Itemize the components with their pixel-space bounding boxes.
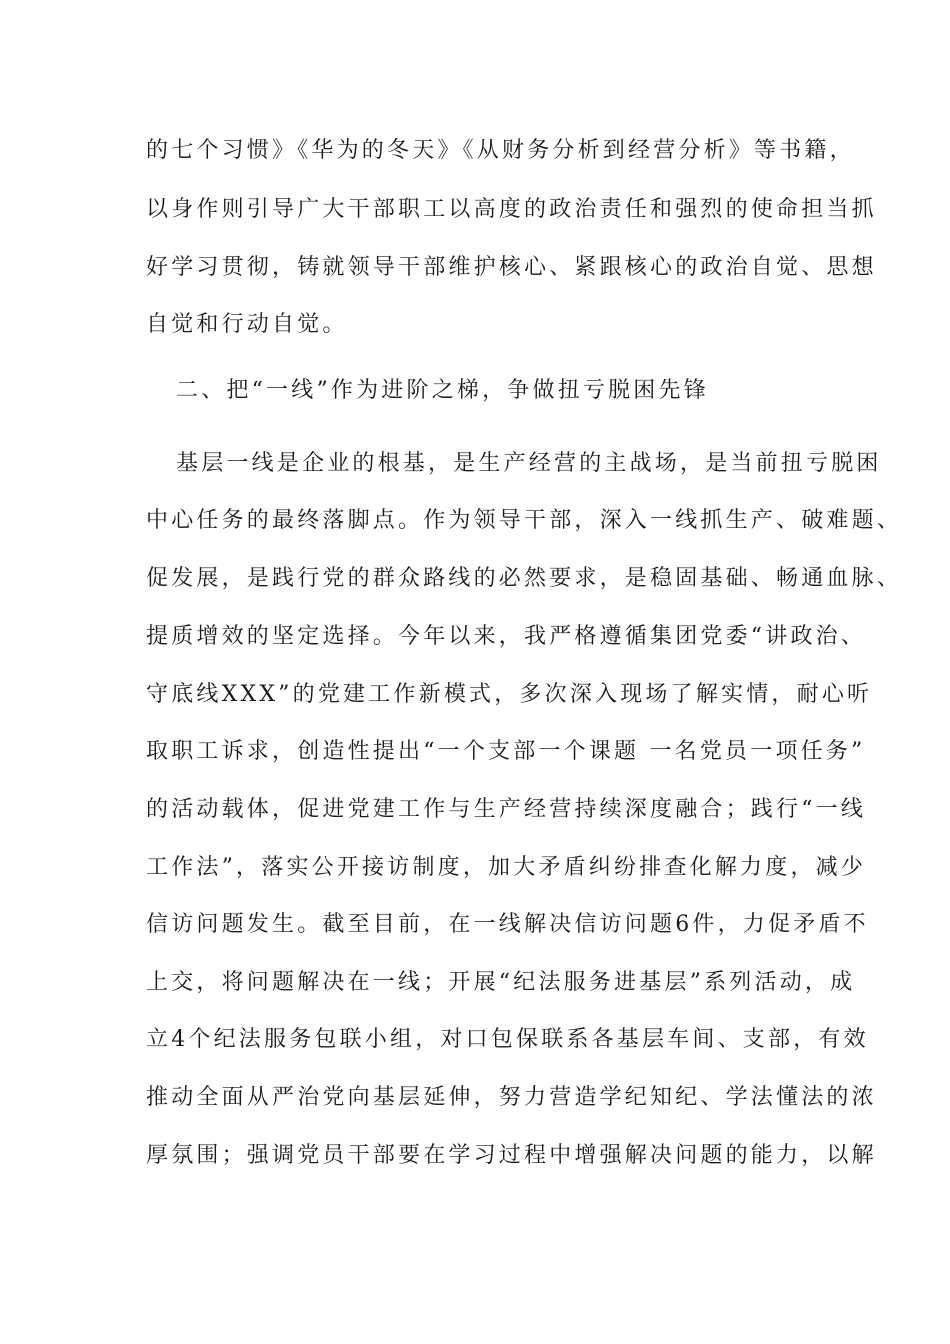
text-line-15: 上交，将问题解决在一线；开展“纪法服务进基层”系列活动，成 [146,970,856,995]
text-line-13: 工作法”，落实公开接访制度，加大矛盾纠纷排查化解力度，减少 [146,855,867,880]
text-line-11: 取职工诉求，创造性提出“一个支部一个课题 一名党员一项任务” [146,739,866,764]
text-line-9: 提质增效的坚定选择。今年以来，我严格遵循集团党委“讲政治、 [146,624,867,649]
text-line-12: 的活动载体，促进党建工作与生产经营持续深度融合；践行“一线 [146,797,867,822]
text-line-17: 推动全面从严治党向基层延伸，努力营造学纪知纪、学法懂法的浓 [146,1085,877,1110]
text-line-7: 中心任务的最终落脚点。作为领导干部，深入一线抓生产、破难题、 [146,508,903,533]
text-line-3: 好学习贯彻，铸就领导干部维护核心、紧跟核心的政治自觉、思想 [146,255,877,280]
text-line-1: 的七个习惯》《华为的冬天》《从财务分析到经营分析》等书籍， [146,138,855,163]
text-line-18: 厚氛围；强调党员干部要在学习过程中增强解决问题的能力，以解 [146,1143,877,1168]
text-line-2: 以身作则引导广大干部职工以高度的政治责任和强烈的使命担当抓 [146,197,877,222]
text-line-14: 信访问题发生。截至目前，在一线解决信访问题6件，力促矛盾不 [146,912,869,937]
text-line-16: 立4个纪法服务包联小组，对口包保联系各基层车间、支部，有效 [146,1027,869,1052]
text-line-8: 促发展，是践行党的群众路线的必然要求，是稳固基础、畅通血脉、 [146,566,903,591]
text-line-4: 自觉和行动自觉。 [146,312,348,337]
text-line-10: 守底线XXX”的党建工作新模式，多次深入现场了解实情，耐心听 [146,682,873,707]
paragraph-first-line: 基层一线是企业的根基，是生产经营的主战场，是当前扭亏脱困 [176,451,882,476]
section-heading: 二、把“一线”作为进阶之梯，争做扭亏脱困先锋 [176,378,709,403]
